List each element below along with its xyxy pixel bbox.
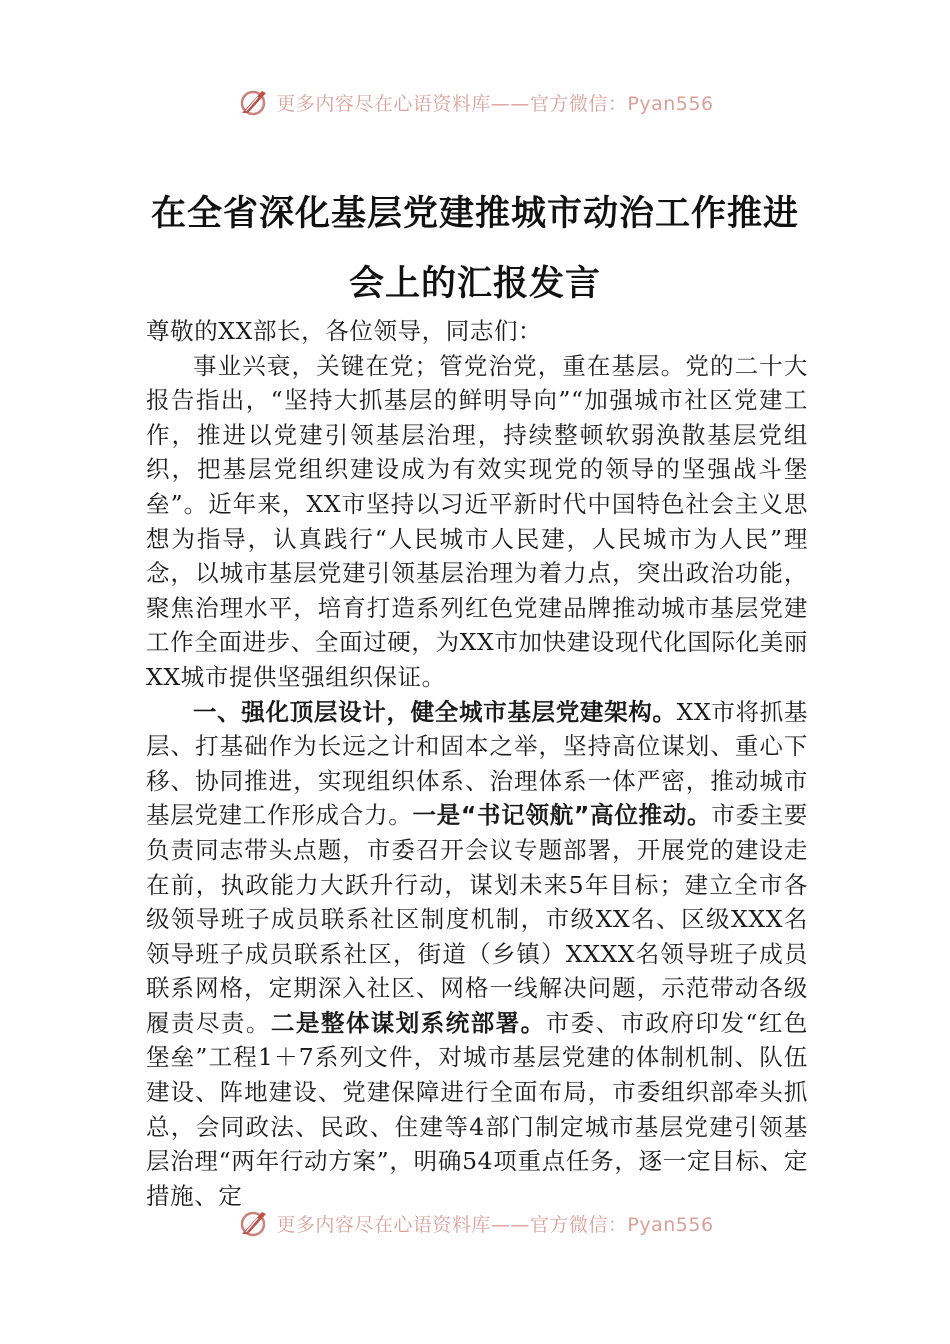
point-2-text: 市委、市政府印发“红色堡垒”工程1＋7系列文件，对城市基层党建的体制机制、队伍建设、阵地建设、党建保障进行全面布局，市委组织部牵头抓总，会同政法、民政、住建等4部门制定城市基层党建引领基层治理“两年行动方案”，明确54项重点任务，逐一定目标、定措施、定 [146, 1008, 808, 1210]
intro-paragraph: 事业兴衰，关键在党；管党治党，重在基层。党的二十大报告指出，“坚持大抓基层的鲜明导向”“加强城市社区党建工作，推进以党建引领基层治理，持续整顿软弱涣散基层党组织，把基层党组织建设成为有效实现党的领导的坚强战斗堡垒”。近年来，XX市坚持以习近平新时代中国特色社会主义思想为指导，认真践行“人民城市人民建，人民城市为人民”理念，以城市基层党建引领基层治理为着力点，突出政治功能，聚焦治理水平，培育打造系列红色党建品牌推动城市基层党建工作全面进步、全面过硬，为XX市加快建设现代化国际化美丽XX城市提供坚强组织保证。 [146, 351, 808, 691]
point-2-heading: 二是整体谋划系统部署。 [270, 1008, 546, 1037]
point-1-text: 市委主要负责同志带头点题，市委召开会议专题部署，开展党的建设走在前，执政能力大跃升行动，谋划未来5年目标；建立全市各级领导班子成员联系社区制度机制，市级XX名、区级XXX名领导班子成员联系社区，街道（乡镇）XXXX名领导班子成员联系网格，定期深入社区、网格一线解决问题，示范带动各级履责尽责。 [146, 801, 808, 1037]
watermark-banner-top [0, 82, 950, 122]
watermark-text: 更多内容尽在心语资料库——官方微信：Pyan556 [276, 1213, 714, 1236]
salutation: 尊敬的XX部长，各位领导，同志们： [146, 317, 543, 345]
watermark-banner-bottom [0, 1203, 950, 1243]
section-1-paragraph [146, 695, 808, 1214]
watermark-text: 更多内容尽在心语资料库——官方微信：Pyan556 [276, 92, 714, 115]
feather-pen-logo-icon [236, 1206, 270, 1240]
point-1-heading: 一是“书记领航”高位推动。 [412, 801, 712, 830]
document-title-line-1: 在全省深化基层党建推城市动治工作推进 [150, 194, 799, 234]
section-1-intro: XX市将抓基层、打基础作为长远之计和固本之举，坚持高位谋划、重心下移、协同推进，实现组织体系、治理体系一体严密，推动城市基层党建工作形成合力。 [146, 697, 809, 830]
document-title-line-2: 会上的汇报发言 [348, 264, 601, 304]
document-body [146, 314, 808, 1213]
feather-pen-logo-icon [236, 85, 270, 119]
section-1-heading: 一、强化顶层设计，健全城市基层党建架构。 [193, 697, 677, 726]
